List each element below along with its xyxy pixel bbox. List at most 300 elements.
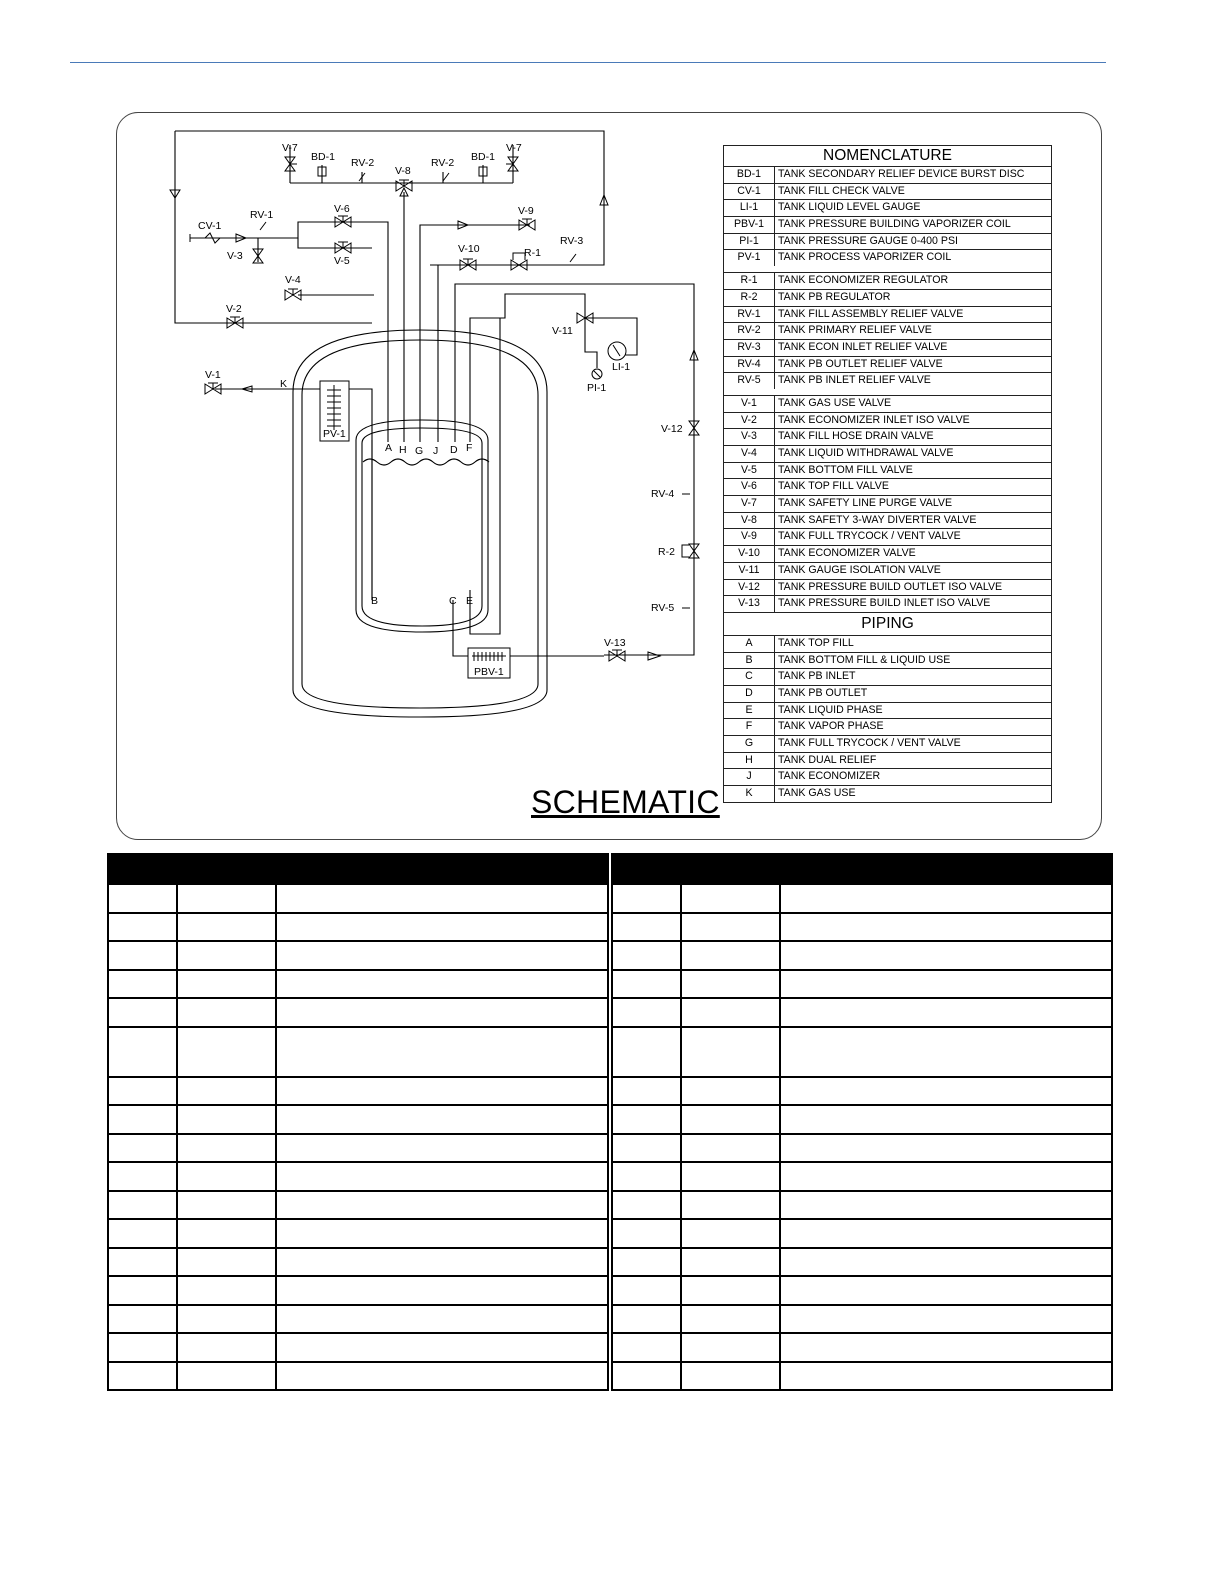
description-cell: TANK BOTTOM FILL VALVE [778, 463, 913, 476]
code-cell: RV-5 [724, 373, 775, 389]
table-row [108, 1162, 608, 1191]
code-cell: V-3 [724, 429, 775, 445]
empty-cell [612, 1027, 681, 1077]
nomenclature-group-1 [724, 167, 1051, 266]
empty-cell [612, 1191, 681, 1220]
empty-cell [780, 1248, 1112, 1277]
empty-cell [177, 941, 276, 970]
header-cell [276, 854, 608, 884]
nomenclature-row [724, 217, 1051, 234]
nomenclature-row [724, 323, 1051, 340]
description-cell: TANK FILL ASSEMBLY RELIEF VALVE [778, 307, 964, 320]
table-row [108, 1077, 608, 1106]
pipe-label-b: B [371, 595, 379, 607]
code-cell: D [724, 686, 775, 702]
empty-cell [612, 941, 681, 970]
nomenclature-row [724, 340, 1051, 357]
empty-cell [681, 913, 780, 942]
nomenclature-row [724, 200, 1051, 217]
nomenclature-row [724, 307, 1051, 324]
empty-cell [108, 884, 177, 913]
empty-cell [108, 1191, 177, 1220]
table-row [612, 1305, 1112, 1334]
empty-cell [780, 1134, 1112, 1163]
empty-cell [681, 998, 780, 1027]
table-row [108, 1276, 608, 1305]
empty-cell [177, 1162, 276, 1191]
label-r1: R-1 [524, 247, 541, 259]
pipe-label-c: C [449, 595, 457, 607]
piping-row [724, 653, 1051, 670]
empty-cell [177, 1191, 276, 1220]
empty-cell [276, 1333, 608, 1362]
table-row [108, 884, 608, 913]
code-cell: V-1 [724, 396, 775, 412]
code-cell: K [724, 786, 775, 802]
empty-cell [108, 970, 177, 999]
table-row [108, 1362, 608, 1391]
pipe-label-d: D [450, 444, 458, 456]
table-row [612, 1248, 1112, 1277]
label-v6: V-6 [334, 203, 350, 215]
empty-cell [177, 1027, 276, 1077]
nomenclature-row [724, 429, 1051, 446]
empty-cell [681, 1105, 780, 1134]
description-cell: TANK FILL CHECK VALVE [778, 184, 905, 197]
empty-cell [681, 884, 780, 913]
piping-row [724, 636, 1051, 653]
empty-cell [108, 1134, 177, 1163]
table-row [612, 941, 1112, 970]
description-cell: TANK PRESSURE BUILD INLET ISO VALVE [778, 597, 991, 610]
code-cell: BD-1 [724, 167, 775, 183]
description-cell: TANK TOP FILL VALVE [778, 480, 889, 493]
label-rv5: RV-5 [651, 602, 675, 614]
code-cell: V-6 [724, 479, 775, 495]
description-cell: TANK PRESSURE BUILDING VAPORIZER COIL [778, 218, 1011, 231]
empty-cell [276, 1305, 608, 1334]
label-v12: V-12 [661, 423, 683, 435]
table-row [612, 970, 1112, 999]
empty-cell [276, 913, 608, 942]
pipe-label-j: J [433, 445, 439, 457]
piping-row [724, 786, 1051, 802]
description-cell: TANK SECONDARY RELIEF DEVICE BURST DISC [778, 168, 1025, 180]
empty-cell [276, 1162, 608, 1191]
label-bd1a: BD-1 [311, 151, 335, 163]
label-v3: V-3 [227, 250, 243, 262]
piping-row [724, 736, 1051, 753]
table-row [108, 1219, 608, 1248]
description-cell: TANK FULL TRYCOCK / VENT VALVE [778, 530, 961, 543]
code-cell: V-5 [724, 463, 775, 479]
table-row [612, 998, 1112, 1027]
label-v8: V-8 [395, 165, 411, 177]
empty-cell [177, 1077, 276, 1106]
label-v13: V-13 [604, 637, 626, 649]
code-cell: RV-4 [724, 357, 775, 373]
empty-cell [780, 1305, 1112, 1334]
table-row [108, 1191, 608, 1220]
label-bd1b: BD-1 [471, 151, 495, 163]
code-cell: CV-1 [724, 184, 775, 200]
empty-cell [276, 1219, 608, 1248]
empty-cell [177, 1105, 276, 1134]
nomenclature-row [724, 373, 1051, 389]
code-cell: V-7 [724, 496, 775, 512]
empty-cell [612, 998, 681, 1027]
empty-cell [177, 1305, 276, 1334]
table-row [612, 1333, 1112, 1362]
nomenclature-row [724, 184, 1051, 201]
empty-cell [681, 1162, 780, 1191]
empty-cell [780, 1027, 1112, 1077]
nomenclature-group-3 [724, 396, 1051, 612]
code-cell: A [724, 636, 775, 652]
table-row [108, 1333, 608, 1362]
label-rv2a: RV-2 [351, 157, 375, 169]
piping-row [724, 703, 1051, 720]
nomenclature-row [724, 529, 1051, 546]
nomenclature-row [724, 463, 1051, 480]
table-row [108, 1248, 608, 1277]
header-cell [612, 854, 681, 884]
nomenclature-row [724, 446, 1051, 463]
empty-cell [780, 1191, 1112, 1220]
table-row [108, 1027, 608, 1077]
empty-cell [177, 1276, 276, 1305]
empty-cell [681, 1248, 780, 1277]
label-v7b: V-7 [506, 142, 522, 154]
description-cell: TANK BOTTOM FILL & LIQUID USE [778, 653, 951, 666]
empty-cell [108, 998, 177, 1027]
label-pbv1: PBV-1 [474, 666, 504, 678]
description-cell: TANK PRIMARY RELIEF VALVE [778, 324, 932, 337]
nomenclature-row [724, 596, 1051, 612]
label-r2: R-2 [658, 546, 675, 558]
description-cell: TANK PRESSURE GAUGE 0-400 PSI [778, 234, 958, 247]
empty-cell [612, 1305, 681, 1334]
empty-cell [612, 1105, 681, 1134]
empty-cell [612, 1134, 681, 1163]
empty-cell [681, 1134, 780, 1163]
empty-cell [108, 1248, 177, 1277]
table-row [612, 1162, 1112, 1191]
description-cell: TANK GAUGE ISOLATION VALVE [778, 563, 941, 576]
code-cell: RV-2 [724, 323, 775, 339]
code-cell: PI-1 [724, 234, 775, 250]
nomenclature-row [724, 479, 1051, 496]
description-cell: TANK PRESSURE BUILD OUTLET ISO VALVE [778, 580, 1003, 593]
label-li1: LI-1 [612, 361, 631, 373]
empty-cell [780, 1219, 1112, 1248]
label-v10: V-10 [458, 243, 480, 255]
empty-cell [276, 998, 608, 1027]
description-cell: TANK VAPOR PHASE [778, 720, 884, 733]
label-v4: V-4 [285, 274, 301, 286]
label-rv1: RV-1 [250, 209, 274, 221]
empty-cell [612, 884, 681, 913]
nomenclature-group-2 [724, 273, 1051, 389]
nomenclature-row [724, 273, 1051, 290]
empty-cell [276, 1191, 608, 1220]
code-cell: C [724, 669, 775, 685]
empty-cell [780, 1333, 1112, 1362]
label-pv1: PV-1 [323, 428, 346, 440]
description-cell: TANK PROCESS VAPORIZER COIL [778, 251, 952, 264]
empty-cell [177, 1219, 276, 1248]
code-cell: J [724, 769, 775, 785]
code-cell: V-11 [724, 563, 775, 579]
nomenclature-row [724, 290, 1051, 307]
table-row [612, 1362, 1112, 1391]
empty-cell [780, 1162, 1112, 1191]
empty-cell [681, 1362, 780, 1391]
nomenclature-row [724, 513, 1051, 530]
empty-cell [177, 970, 276, 999]
label-rv4: RV-4 [651, 488, 675, 500]
label-k: K [280, 378, 288, 390]
nomenclature-row [724, 396, 1051, 413]
label-v5: V-5 [334, 255, 350, 267]
label-rv3: RV-3 [560, 235, 584, 247]
empty-cell [276, 1362, 608, 1391]
nomenclature-table [723, 145, 1052, 803]
top-safety-line [175, 131, 604, 265]
empty-cell [276, 884, 608, 913]
nomenclature-row [724, 580, 1051, 597]
nomenclature-row [724, 563, 1051, 580]
code-cell: V-8 [724, 513, 775, 529]
description-cell: TANK ECONOMIZER [778, 770, 881, 783]
header-cell [780, 854, 1112, 884]
nomenclature-row [724, 413, 1051, 430]
blank-table-right [611, 853, 1113, 1391]
table-row [108, 1105, 608, 1134]
piping-row [724, 719, 1051, 736]
nomenclature-row [724, 234, 1051, 251]
description-cell: TANK LIQUID LEVEL GAUGE [778, 201, 921, 214]
description-cell: TANK GAS USE [778, 787, 856, 800]
description-cell: TANK GAS USE VALVE [778, 396, 892, 409]
empty-cell [681, 1191, 780, 1220]
table-row [612, 1027, 1112, 1077]
table-row [108, 1305, 608, 1334]
nomenclature-row [724, 546, 1051, 563]
empty-cell [612, 913, 681, 942]
empty-cell [108, 1105, 177, 1134]
empty-cell [681, 1027, 780, 1077]
pipe-label-a: A [385, 442, 393, 454]
code-cell: RV-1 [724, 307, 775, 323]
code-cell: V-2 [724, 413, 775, 429]
code-cell: LI-1 [724, 200, 775, 216]
empty-cell [780, 998, 1112, 1027]
empty-cell [177, 1333, 276, 1362]
empty-cell [177, 998, 276, 1027]
description-cell: TANK ECONOMIZER VALVE [778, 547, 916, 560]
table-row [612, 1134, 1112, 1163]
empty-cell [276, 1134, 608, 1163]
piping-row [724, 669, 1051, 686]
code-cell: H [724, 753, 775, 769]
nomenclature-row [724, 496, 1051, 513]
empty-cell [177, 1248, 276, 1277]
table-row [108, 998, 608, 1027]
code-cell: R-2 [724, 290, 775, 306]
empty-cell [612, 1077, 681, 1106]
piping-row [724, 769, 1051, 786]
nomenclature-title: NOMENCLATURE [724, 146, 1051, 167]
label-v2: V-2 [226, 303, 242, 315]
piping-row [724, 686, 1051, 703]
code-cell: PBV-1 [724, 217, 775, 233]
empty-cell [780, 970, 1112, 999]
empty-cell [612, 1276, 681, 1305]
label-v11: V-11 [552, 325, 573, 337]
table-row [108, 913, 608, 942]
empty-cell [108, 1276, 177, 1305]
empty-cell [612, 970, 681, 999]
empty-cell [108, 1219, 177, 1248]
description-cell: TANK ECONOMIZER REGULATOR [778, 274, 949, 287]
empty-cell [276, 1027, 608, 1077]
table-row [612, 1191, 1112, 1220]
label-v9: V-9 [518, 205, 534, 217]
code-cell: RV-3 [724, 340, 775, 356]
empty-cell [108, 1077, 177, 1106]
description-cell: TANK FILL HOSE DRAIN VALVE [778, 430, 934, 443]
empty-cell [780, 1362, 1112, 1391]
empty-cell [276, 941, 608, 970]
empty-cell [276, 970, 608, 999]
empty-cell [612, 1162, 681, 1191]
empty-cell [276, 1105, 608, 1134]
liquid-level-wave [363, 459, 489, 465]
description-cell: TANK PB REGULATOR [778, 290, 891, 303]
code-cell: V-13 [724, 596, 775, 612]
table-row [612, 913, 1112, 942]
empty-cell [681, 1305, 780, 1334]
label-v7a: V-7 [282, 142, 298, 154]
description-cell: TANK PB INLET [778, 670, 856, 683]
empty-cell [780, 1105, 1112, 1134]
label-pi1: PI-1 [587, 382, 607, 394]
code-cell: V-4 [724, 446, 775, 462]
empty-cell [177, 1362, 276, 1391]
table-row [108, 970, 608, 999]
piping-group [724, 636, 1051, 802]
description-cell: TANK PB OUTLET [778, 686, 868, 699]
header-cell [681, 854, 780, 884]
pipe-label-e: E [466, 595, 474, 607]
pipe-label-g: G [415, 445, 424, 457]
label-cv1: CV-1 [198, 220, 222, 232]
empty-cell [681, 970, 780, 999]
empty-cell [108, 941, 177, 970]
pipe-label-h: H [399, 444, 407, 456]
table-row [108, 1134, 608, 1163]
table-row [612, 884, 1112, 913]
description-cell: TANK DUAL RELIEF [778, 753, 877, 766]
code-cell: B [724, 653, 775, 669]
description-cell: TANK SAFETY 3-WAY DIVERTER VALVE [778, 513, 977, 526]
blank-table-left [107, 853, 609, 1391]
empty-cell [612, 1362, 681, 1391]
table-row [612, 1219, 1112, 1248]
table-row [108, 941, 608, 970]
code-cell: PV-1 [724, 250, 775, 266]
empty-cell [780, 1276, 1112, 1305]
description-cell: TANK PB INLET RELIEF VALVE [778, 374, 931, 387]
description-cell: TANK LIQUID PHASE [778, 703, 883, 716]
empty-cell [780, 884, 1112, 913]
pipe-label-f: F [466, 442, 473, 454]
code-cell: V-12 [724, 580, 775, 596]
empty-cell [108, 1333, 177, 1362]
schematic-title: SCHEMATIC [531, 784, 720, 820]
code-cell: F [724, 719, 775, 735]
empty-cell [108, 1162, 177, 1191]
empty-cell [612, 1248, 681, 1277]
piping-title: PIPING [724, 612, 1051, 636]
header-cell [177, 854, 276, 884]
empty-cell [177, 913, 276, 942]
empty-cell [780, 1077, 1112, 1106]
empty-cell [108, 1027, 177, 1077]
empty-cell [276, 1276, 608, 1305]
description-cell: TANK ECONOMIZER INLET ISO VALVE [778, 413, 970, 426]
empty-cell [276, 1248, 608, 1277]
description-cell: TANK PB OUTLET RELIEF VALVE [778, 357, 943, 370]
empty-cell [108, 1305, 177, 1334]
table-row [612, 1077, 1112, 1106]
label-rv2b: RV-2 [431, 157, 455, 169]
header-cell [108, 854, 177, 884]
nomenclature-row [724, 250, 1051, 266]
empty-cell [681, 1077, 780, 1106]
code-cell: R-1 [724, 273, 775, 289]
empty-cell [276, 1077, 608, 1106]
empty-cell [780, 941, 1112, 970]
empty-cell [681, 1276, 780, 1305]
empty-cell [177, 884, 276, 913]
empty-cell [612, 1219, 681, 1248]
code-cell: E [724, 703, 775, 719]
table-row [612, 1276, 1112, 1305]
nomenclature-row [724, 357, 1051, 374]
description-cell: TANK ECON INLET RELIEF VALVE [778, 340, 948, 353]
piping-row [724, 753, 1051, 770]
code-cell: V-10 [724, 546, 775, 562]
empty-cell [108, 1362, 177, 1391]
description-cell: TANK FULL TRYCOCK / VENT VALVE [778, 737, 961, 749]
empty-cell [780, 913, 1112, 942]
empty-cell [681, 1219, 780, 1248]
code-cell: G [724, 736, 775, 752]
label-v1: V-1 [205, 369, 221, 381]
empty-cell [681, 1333, 780, 1362]
nomenclature-row [724, 167, 1051, 184]
description-cell: TANK SAFETY LINE PURGE VALVE [778, 497, 953, 510]
empty-cell [108, 913, 177, 942]
description-cell: TANK TOP FILL [778, 636, 854, 649]
code-cell: V-9 [724, 529, 775, 545]
description-cell: TANK LIQUID WITHDRAWAL VALVE [778, 447, 954, 459]
empty-cell [681, 941, 780, 970]
empty-cell [612, 1333, 681, 1362]
empty-cell [177, 1134, 276, 1163]
